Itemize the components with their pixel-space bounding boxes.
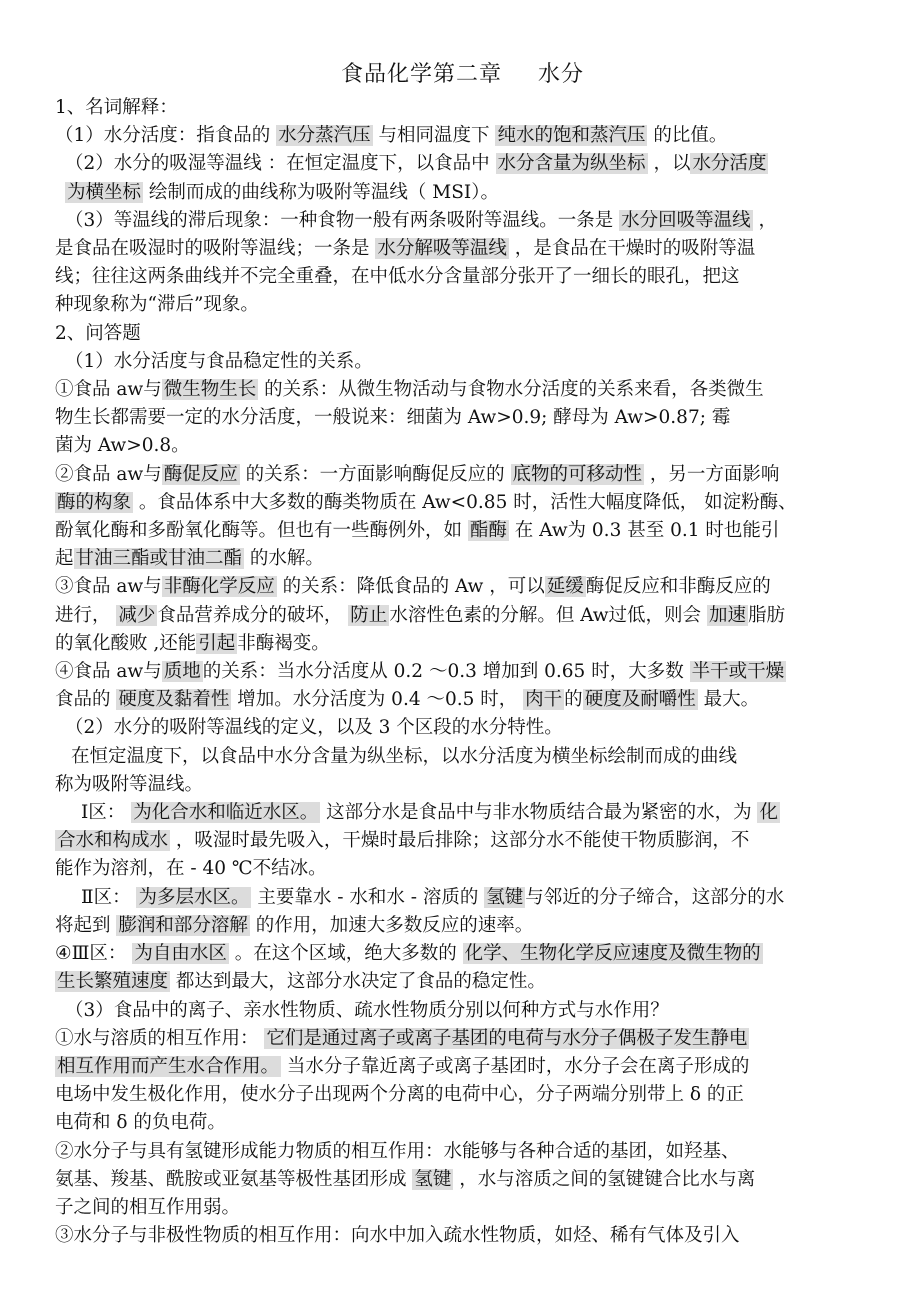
text-segment: 的关系：一方面影响酶促反应的 [239, 463, 511, 485]
text-line [55, 940, 870, 968]
text-line [55, 376, 870, 404]
text-segment: 线；往往这两条曲线并不完全重叠，在中低水分含量部分张开了一细长的眼孔，把这 [55, 266, 740, 288]
text-segment: 能作为溶剂，在 - 40 ℃不结冰。 [55, 858, 327, 880]
text-line [55, 150, 870, 178]
highlighted-term: 为多层水区。 [138, 886, 250, 908]
text-segment: 脂肪 [747, 604, 785, 626]
text-line [55, 263, 870, 291]
text-line [55, 1222, 870, 1250]
text-segment: 的关系：当水分活度从 0.2 ～0.3 增加到 0.65 时，大多数 [202, 661, 690, 683]
text-segment: 1、名词解释： [55, 97, 178, 118]
text-segment: ①水与溶质的相互作用： [55, 1027, 265, 1049]
highlighted-term: 硬度及耐嚼性 [584, 689, 696, 711]
text-line [55, 545, 870, 573]
highlighted-term: 水分含量为纵坐标 [497, 153, 646, 175]
text-line [55, 517, 870, 545]
text-line [55, 1081, 870, 1109]
text-segment: （3）食品中的离子、亲水性物质、疏水性物质分别以何种方式与水作用？ [65, 999, 669, 1021]
highlighted-term: 相互作用而产生水合作用。 [57, 1055, 280, 1077]
highlighted-term: 氢键 [486, 886, 524, 908]
text-segment: （2）水分的吸附等温线的定义，以及 3 个区段的水分特性。 [65, 717, 563, 739]
title-sub: 水分 [538, 62, 585, 87]
text-line [55, 1194, 870, 1222]
text-line [55, 968, 870, 996]
text-line [55, 94, 870, 122]
document-body [55, 94, 870, 1250]
text-segment: 子之间的相互作用弱。 [55, 1196, 241, 1218]
text-segment: 酶促反应和非酶反应的 [585, 576, 771, 598]
highlighted-term: 加速 [708, 604, 746, 626]
text-segment: ④Ⅲ区： [55, 943, 133, 965]
highlighted-term: 引起 [198, 632, 236, 654]
text-line [55, 771, 870, 799]
text-segment: 当水分子靠近离子或离子基团时，水分子会在离子形成的 [281, 1055, 750, 1077]
text-line [55, 714, 870, 742]
highlighted-term: 水分回吸等温线 [621, 209, 751, 231]
text-line [55, 827, 870, 855]
text-segment: 的氧化酸败 ,还能 [55, 632, 197, 654]
text-line [55, 1025, 870, 1053]
text-segment: （3）等温线的滞后现象：一种食物一般有两条吸附等温线。一条是 [65, 209, 620, 231]
text-segment: 电荷和 δ 的负电荷。 [55, 1112, 226, 1134]
text-line [55, 573, 870, 601]
highlighted-term: 半干或干燥 [691, 661, 785, 683]
text-line [55, 235, 870, 263]
highlighted-term: 水分解吸等温线 [377, 238, 507, 260]
text-line [55, 1138, 870, 1166]
text-line [55, 320, 870, 348]
text-segment: 在恒定温度下，以食品中水分含量为纵坐标，以水分活度为横坐标绘制而成的曲线 [71, 745, 738, 767]
text-segment: 的作用，加速大多数反应的速率。 [249, 914, 534, 936]
highlighted-term: 非酶化学反应 [163, 576, 275, 598]
text-segment: ，吸湿时最先吸入，干燥时最后排除；这部分水不能使干物质膨润，不 [170, 830, 750, 852]
text-line [55, 207, 870, 235]
text-segment: ②水分子与具有氢键形成能力物质的相互作用：水能够与各种合适的基团，如羟基、 [55, 1140, 740, 1162]
text-segment: 增加。水分活度为 0.4 ～0.5 时， [231, 689, 524, 711]
text-line [55, 461, 870, 489]
highlighted-term: 减少 [118, 604, 156, 626]
text-segment: Ⅱ区： [81, 886, 137, 908]
text-line [55, 122, 870, 150]
text-line [55, 291, 870, 319]
text-segment: 都达到最大，这部分水决定了食品的稳定性。 [170, 971, 546, 993]
highlighted-term: 酶促反应 [163, 463, 238, 485]
text-segment: 的关系：从微生物活动与食物水分活度的关系来看，各类微生 [258, 379, 764, 401]
document-page [55, 60, 870, 1250]
highlighted-term: 生长繁殖速度 [57, 971, 169, 993]
text-segment: 在 Aw为 0.3 甚至 0.1 时也能引 [508, 520, 780, 542]
highlighted-term: 为自由水区 [134, 943, 227, 965]
highlighted-term: 肉干 [525, 689, 563, 711]
text-line [55, 630, 870, 658]
text-line [55, 179, 870, 207]
text-segment: 的关系：降低食品的 Aw ，可以 [276, 576, 545, 598]
text-segment: 电场中发生极化作用，使水分子出现两个分离的电荷中心，分子两端分别带上 δ 的正 [55, 1084, 744, 1106]
highlighted-term: 酶的构象 [57, 491, 132, 513]
highlighted-term: 硬度及黏着性 [118, 689, 230, 711]
text-segment: ，水与溶质之间的氢键键合比水与离 [453, 1168, 756, 1190]
text-segment: 酚氧化酶和多酚氧化酶等。但也有一些酶例外，如 [55, 520, 468, 542]
text-segment: 。食品体系中大多数的酶类物质在 Aw<0.85 时，活性大幅度降低， 如淀粉酶、 [133, 491, 797, 513]
text-segment: 非酶褐变。 [237, 632, 330, 654]
text-segment: 起 [55, 548, 74, 570]
highlighted-term: 化学、生物化学反应速度及微生物的 [464, 943, 761, 965]
highlighted-term: 微生物生长 [163, 379, 257, 401]
text-segment: （2）水分的吸湿等温线 ：在恒定温度下，以食品中 [65, 153, 496, 175]
text-line [55, 658, 870, 686]
text-segment: 最大。 [697, 689, 760, 711]
highlighted-term: 水分活度 [692, 153, 767, 175]
highlighted-term: 延缓 [546, 576, 584, 598]
text-line [55, 686, 870, 714]
highlighted-term: 它们是通过离子或离子基团的电荷与水分子偶极子发生静电 [266, 1027, 748, 1049]
text-segment: 称为吸附等温线。 [55, 773, 204, 795]
highlighted-term: 为横坐标 [67, 181, 142, 203]
text-segment: 物生长都需要一定的水分活度，一般说来：细菌为 Aw>0.9; 酵母为 Aw>0.87; 霉 [55, 407, 731, 429]
text-line [55, 1053, 870, 1081]
text-segment: 食品营养成分的破坏， [157, 604, 349, 626]
text-segment: 的 [564, 689, 583, 711]
text-segment: 的比值。 [647, 125, 728, 147]
text-segment: ④食品 aw与 [55, 661, 162, 683]
highlighted-term: 膨润和部分溶解 [118, 914, 248, 936]
highlighted-term: 化 [759, 802, 778, 824]
text-line [55, 404, 870, 432]
highlighted-term: 纯水的饱和蒸汽压 [497, 125, 646, 147]
text-line [55, 1109, 870, 1137]
text-segment: 食品的 [55, 689, 117, 711]
text-segment: ，另一方面影响 [644, 463, 780, 485]
text-line [55, 489, 870, 517]
text-segment: 的水解。 [244, 548, 324, 570]
text-line [55, 912, 870, 940]
highlighted-term: 防止 [350, 604, 388, 626]
text-segment: ，以 [647, 153, 691, 175]
text-segment: 与相同温度下 [372, 125, 496, 147]
text-segment: ①食品 aw与 [55, 379, 162, 401]
document-title [55, 60, 870, 90]
text-line [55, 348, 870, 376]
text-segment: ②食品 aw与 [55, 463, 162, 485]
text-segment: 2、问答题 [55, 322, 141, 344]
highlighted-term: 酯酶 [469, 520, 507, 542]
text-segment: ③水分子与非极性物质的相互作用：向水中加入疏水性物质，如烃、稀有气体及引入 [55, 1225, 740, 1247]
text-segment: （1）水分活度：指食品的 [55, 125, 277, 147]
highlighted-term: 合水和构成水 [57, 830, 169, 852]
text-line [55, 884, 870, 912]
text-segment: 水溶性色素的分解。但 Aw过低，则会 [389, 604, 707, 626]
text-segment: 将起到 [55, 914, 117, 936]
text-line [55, 743, 870, 771]
text-segment: 。在这个区域，绝大多数的 [228, 943, 463, 965]
highlighted-term: 水分蒸汽压 [278, 125, 371, 147]
title-main: 食品化学第二章 [340, 62, 502, 87]
highlighted-term: 质地 [163, 661, 201, 683]
text-segment: 是食品在吸湿时的吸附等温线；一条是 [55, 238, 376, 260]
text-line [55, 799, 870, 827]
text-segment: 绘制而成的曲线称为吸附等温线（ MSI）。 [143, 181, 499, 203]
text-segment: 菌为 Aw>0.8。 [55, 435, 190, 457]
text-segment: 种现象称为“滞后”现象。 [55, 294, 259, 316]
text-segment: ，是食品在干燥时的吸附等温 [508, 238, 756, 260]
text-segment: 与邻近的分子缔合，这部分的水 [525, 886, 785, 908]
text-line [55, 997, 870, 1025]
text-segment: ③食品 aw与 [55, 576, 162, 598]
text-segment: ， [752, 209, 778, 231]
text-segment: 这部分水是食品中与非水物质结合最为紧密的水，为 [320, 802, 758, 824]
text-segment: Ⅰ区： [81, 802, 132, 824]
text-line [55, 432, 870, 460]
text-segment: 进行， [55, 604, 117, 626]
text-line [55, 1166, 870, 1194]
text-line [55, 855, 870, 883]
text-segment: 氨基、羧基、酰胺或亚氨基等极性基团形成 [55, 1168, 413, 1190]
highlighted-term: 为化合水和临近水区。 [133, 802, 319, 824]
highlighted-term: 底物的可移动性 [512, 463, 643, 485]
highlighted-term: 氢键 [414, 1168, 452, 1190]
text-line [55, 602, 870, 630]
highlighted-term: 甘油三酯或甘油二酯 [75, 548, 243, 570]
text-segment: 主要靠水 - 水和水 - 溶质的 [251, 886, 485, 908]
text-segment: （1）水分活度与食品稳定性的关系。 [65, 350, 373, 372]
